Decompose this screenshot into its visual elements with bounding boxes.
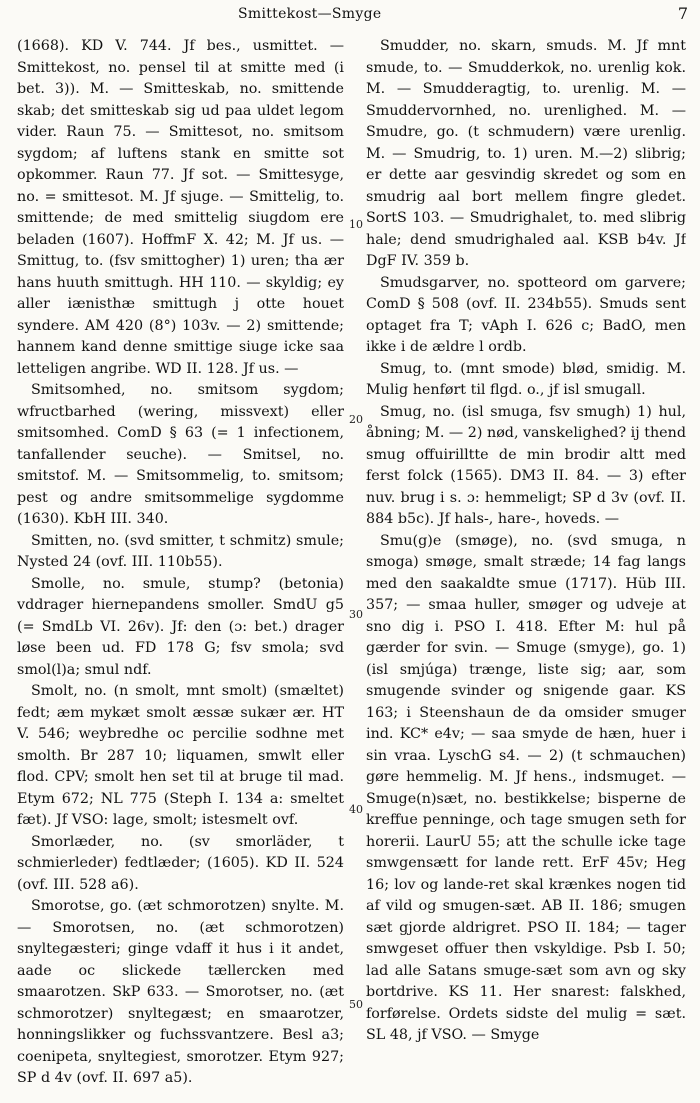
entry-paragraph: Smudder, no. skarn, smuds. M. Jf mnt smude, to. — Smudderkok, no. urenlig kok. M. — Smudderagtig, to. urenlig. M. — Smuddervornhed, no. urenlighed. M. — Smudre, go. (t schmudern) være urenlig. M. — Smudrig, to. 1) uren. M.—2) slibrig; er dette aar gesvindig skredet og som en smudrig aal bort mellem fingre gledet. SortS 103. — Smudrighalet, to. med slibrig hale; dend smudrighaled aal. KSB b4v. Jf DgF IV. 359 b. [366,38,686,269]
entry-paragraph: Smitsomhed, no. smitsom sygdom; wfructbarhed (wering, missvext) eller smitsomhed. ComD § 63 (= 1 infectionem, tanfallender seuche). — Smitsel, no. smitstof. M. — Smitsommelig, to. smitsom; pest og andre smitsommelige sygdomme (1630). KbH III. 340. [17,382,344,527]
entry-paragraph: Smolle, no. smule, stump? (betonia) vddrager hiernepandens smoller. SmdU g5 (= SmdLb VI. 26v). Jf: den (ɔ: bet.) drager løse been ud. FD 178 G; fsv smola; svd smol(l)a; smul ndf. [17,575,344,678]
entry-paragraph: Smolt, no. (n smolt, mnt smolt) (smæltet) fedt; æm mykæt smolt æssæ sukær ær. HT V. 546; weybredhe oc percilie sodhne met smolth. Br 287 10; liquamen, smwlt eller flod. CPV; smolt hen set til at bruge til mad. Etym 672; NL 775 (Steph I. 134 a: smeltet fæt). Jf VSO: lage, smolt; istesmelt ovf. [17,683,344,828]
line-number: 20 [349,413,363,426]
entry-paragraph: Smitten, no. (svd smitter, t schmitz) smule; Nysted 24 (ovf. III. 110b55). [17,532,344,570]
entry-paragraph: Smorotse, go. (æt schmorotzen) snylte. M. — Smorotsen, no. (æt schmorotzen) snyltegæsteri; ginge vdaff it hus i it andet, aade oc slickede tællercken med smaarotzen. SkP 633. — Smorotser, no. (æt schmorotzer) snyltegæst; en smaarotzer, honningslikker og fuchssvantzere. Besl a3; coenipeta, snyltegiest, smorotzer. Etym 927; SP d 4v (ovf. II. 697 a5). [17,898,344,1086]
entry-paragraph: Smudsgarver, no. spotteord om garvere; ComD § 508 (ovf. II. 234b55). Smuds sent optaget fra T; vAph I. 626 c; BadO, men ikke i de ældre l ordb. [366,274,686,355]
page-header [0,2,700,28]
entry-paragraph: Smug, no. (isl smuga, fsv smugh) 1) hul, åbning; M. — 2) nød, vanskelighed? ij thend smug offuirilltte de min brodir altt med ferst folck (1565). DM3 II. 84. — 3) efter nuv. brug i s. ɔ: hemmeligt; SP d 3v (ovf. II. 884 b5c). Jf hals-, hare-, hoveds. — [366,403,686,527]
entry-paragraph: Smug, to. (mnt smode) blød, smidig. M. Mulig henført til flgd. o., jf isl smugall. [366,360,686,398]
left-column [17,36,344,1103]
line-number: 40 [349,803,363,816]
line-number: 50 [349,998,363,1011]
entry-paragraph: Smu(g)e (smøge), no. (svd smuga, n smoga) smøge, smalt stræde; 14 fag langs med den saakaldte smue (1717). Hüb III. 357; — smaa huller, smøger og udveje at sno dig i. PSO I. 418. Efter M: hul på gærder for svin. — Smuge (smyge), go. 1) (isl smjúga) trænge, liste sig; aar, som smugende svinder og snigende gaar. KS 163; i Steenshaun de da omsider smuger ind. KC* e4v; — saa smyde de hæn, huer i sin vraa. LyschG s4. — 2) (t schmauchen) gøre hemmelig. M. Jf hens., indsmuget. — Smuge(n)sæt, no. bestikkelse; bisperne de kreffue penninge, och tage smugen seth for horerii. LaurU 55; att the schulle icke tage smwgensætt for lande rett. ErF 45v; Heg 16; lov og lande-ret skal krænkes nogen tid af vild og smugen-sæt. AB II. 186; smugen sæt gjorde aldrigret. PSO II. 184; — tager smwgeset offuer then vskyldige. Psb I. 50; lad alle Satans smuge-sæt som avn og sky bortdrive. KS 11. Her snarest: falskhed, forførelse. Ordets sidste del mulig = sæt. SL 48, jf VSO. — Smyge [366,532,686,1043]
page-number: 7 [677,4,688,23]
running-title: Smittekost—Smyge [238,6,382,22]
entry-paragraph: (1668). KD V. 744. Jf bes., usmittet. — Smittekost, no. pensel til at smitte med (i bet. 3)). M. — Smitteskab, no. smittende skab; det smitteskab sig ud paa uldet legom vider. Raun 75. — Smittesot, no. smitsom sygdom; af luftens stank en smitte sot opkommer. Raun 77. Jf sot. — Smittesyge, no. = smittesot. M. Jf sjuge. — Smittelig, to. smittende; de med smittelig siugdom ere beladen (1607). HoffmF X. 42; M. Jf us. — Smittug, to. (fsv smittogher) 1) uren; tha ær hans huuth smittugh. HH 110. — skyldig; ey aller iænisthæ smittugh j otte houet syndere. AM 420 (8°) 103v. — 2) smittende; hannem kand denne smittige siuge icke saa letteligen angribe. WD II. 128. Jf us. — [17,38,344,377]
line-number: 10 [349,218,363,231]
line-number: 30 [349,608,363,621]
entry-paragraph: Smorlæder, no. (sv smorläder, t schmierleder) fedtlæder; (1605). KD II. 524 (ovf. III. 528 a6). [17,833,344,893]
right-column [366,36,686,1103]
